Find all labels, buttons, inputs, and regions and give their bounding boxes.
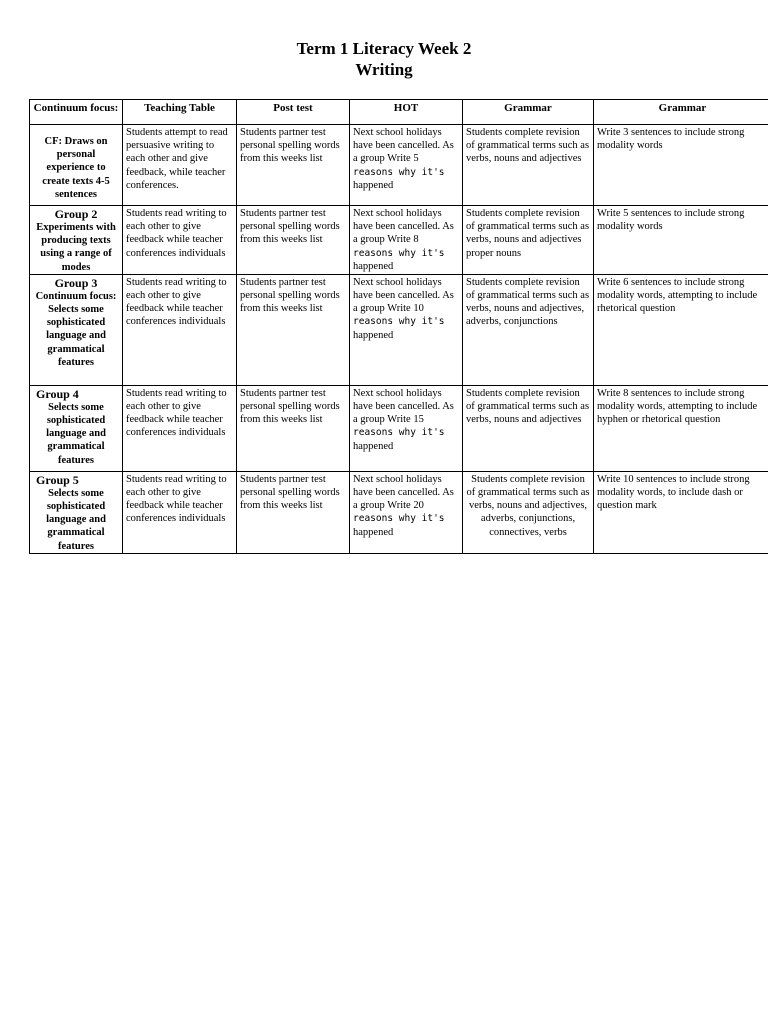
hot-cell [350,206,463,275]
title-line-1: Term 1 Literacy Week 2 [296,39,472,58]
grammar-task-cell: Write 6 sentences to include strong modality words, attempting to include rhetorical question [594,274,768,385]
header-hot: HOT [350,100,463,125]
literacy-plan-table [29,99,768,554]
teaching-cell: Students read writing to each other to give feedback while teacher conferences individuals [123,206,237,275]
teaching-cell: Students attempt to read persuasive writing to each other and give feedback, while teacher conferences. [123,125,237,206]
hot-happened: happened [353,260,394,272]
table-row [30,125,768,206]
hot-reasons: reasons why it's [353,427,445,439]
group-focus: Selects some sophisticated language and grammatical features [46,401,106,466]
group-name: Group 3 [54,275,98,290]
grammar-cell: Students complete revision of grammatical terms such as verbs, nouns and adjectives proper nouns [463,206,594,275]
post-test-cell: Students partner test personal spelling words from this weeks list [237,125,350,206]
hot-text: Next school holidays have been cancelled. As a group Write 5 [353,127,454,165]
grammar-task-cell: Write 8 sentences to include strong modality words, attempting to include hyphen or rhetorical question [594,385,768,471]
grammar-task-cell: Write 10 sentences to include strong modality words, to include dash or question mark [594,471,768,553]
hot-reasons: reasons why it's [353,316,445,328]
header-grammar: Grammar [463,100,594,125]
grammar-cell: Students complete revision of grammatical terms such as verbs, nouns and adjectives, adverbs, conjunctions, connectives, verbs [463,471,594,553]
table-row [30,206,768,275]
group-focus: Continuum focus: Selects some sophisticated language and grammatical features [35,290,117,368]
group-focus: Experiments with producing texts using a range of modes [36,222,116,273]
table-row [30,471,768,553]
title-line-2: Writing [355,60,413,79]
hot-cell [350,125,463,206]
hot-text: Next school holidays have been cancelled. As a group Write 10 [353,276,454,315]
grammar-task-cell: Write 3 sentences to include strong modality words [594,125,768,206]
hot-reasons: reasons why it's [353,166,445,178]
teaching-cell: Students read writing to each other to give feedback while teacher conferences individuals [123,471,237,553]
post-test-cell: Students partner test personal spelling words from this weeks list [237,206,350,275]
grammar-cell: Students complete revision of grammatical terms such as verbs, nouns and adjectives, adverbs, conjunctions [463,274,594,385]
grammar-cell: Students complete revision of grammatical terms such as verbs, nouns and adjectives [463,125,594,206]
header-grammar-2: Grammar [594,100,768,125]
table-row [30,274,768,385]
post-test-cell: Students partner test personal spelling words from this weeks list [237,471,350,553]
hot-text: Next school holidays have been cancelled. As a group Write 20 [353,473,454,512]
document-title [0,38,768,80]
post-test-cell: Students partner test personal spelling words from this weeks list [237,274,350,385]
hot-cell [350,385,463,471]
grammar-task-cell: Write 5 sentences to include strong modality words [594,206,768,275]
hot-cell [350,274,463,385]
group-focus: Selects some sophisticated language and grammatical features [46,487,106,552]
table-header-row [30,100,768,125]
header-teaching-table: Teaching Table [123,100,237,125]
group-name: Group 4 [36,386,79,401]
group-label-cell [30,471,123,553]
header-post-test: Post test [237,100,350,125]
group-label-cell [30,274,123,385]
hot-text: Next school holidays have been cancelled. As a group Write 8 [353,208,454,246]
teaching-cell: Students read writing to each other to give feedback while teacher conferences individuals [123,274,237,385]
hot-text: Next school holidays have been cancelled. As a group Write 15 [353,387,454,426]
hot-happened: happened [353,329,394,341]
teaching-cell: Students read writing to each other to give feedback while teacher conferences individuals [123,385,237,471]
group-focus: CF: Draws on personal experience to create texts 4-5 sentences [42,136,110,200]
hot-happened: happened [353,179,394,191]
group-label-cell [30,206,123,275]
hot-happened: happened [353,440,394,452]
group-name: Group 5 [36,472,79,487]
hot-happened: happened [353,526,394,538]
post-test-cell: Students partner test personal spelling words from this weeks list [237,385,350,471]
hot-reasons: reasons why it's [353,247,445,259]
table-row [30,385,768,471]
group-name: Group 2 [54,207,98,221]
grammar-cell: Students complete revision of grammatical terms such as verbs, nouns and adjectives [463,385,594,471]
header-continuum-focus: Continuum focus: [30,100,123,125]
hot-reasons: reasons why it's [353,513,445,525]
group-label-cell [30,125,123,206]
hot-cell [350,471,463,553]
group-label-cell [30,385,123,471]
